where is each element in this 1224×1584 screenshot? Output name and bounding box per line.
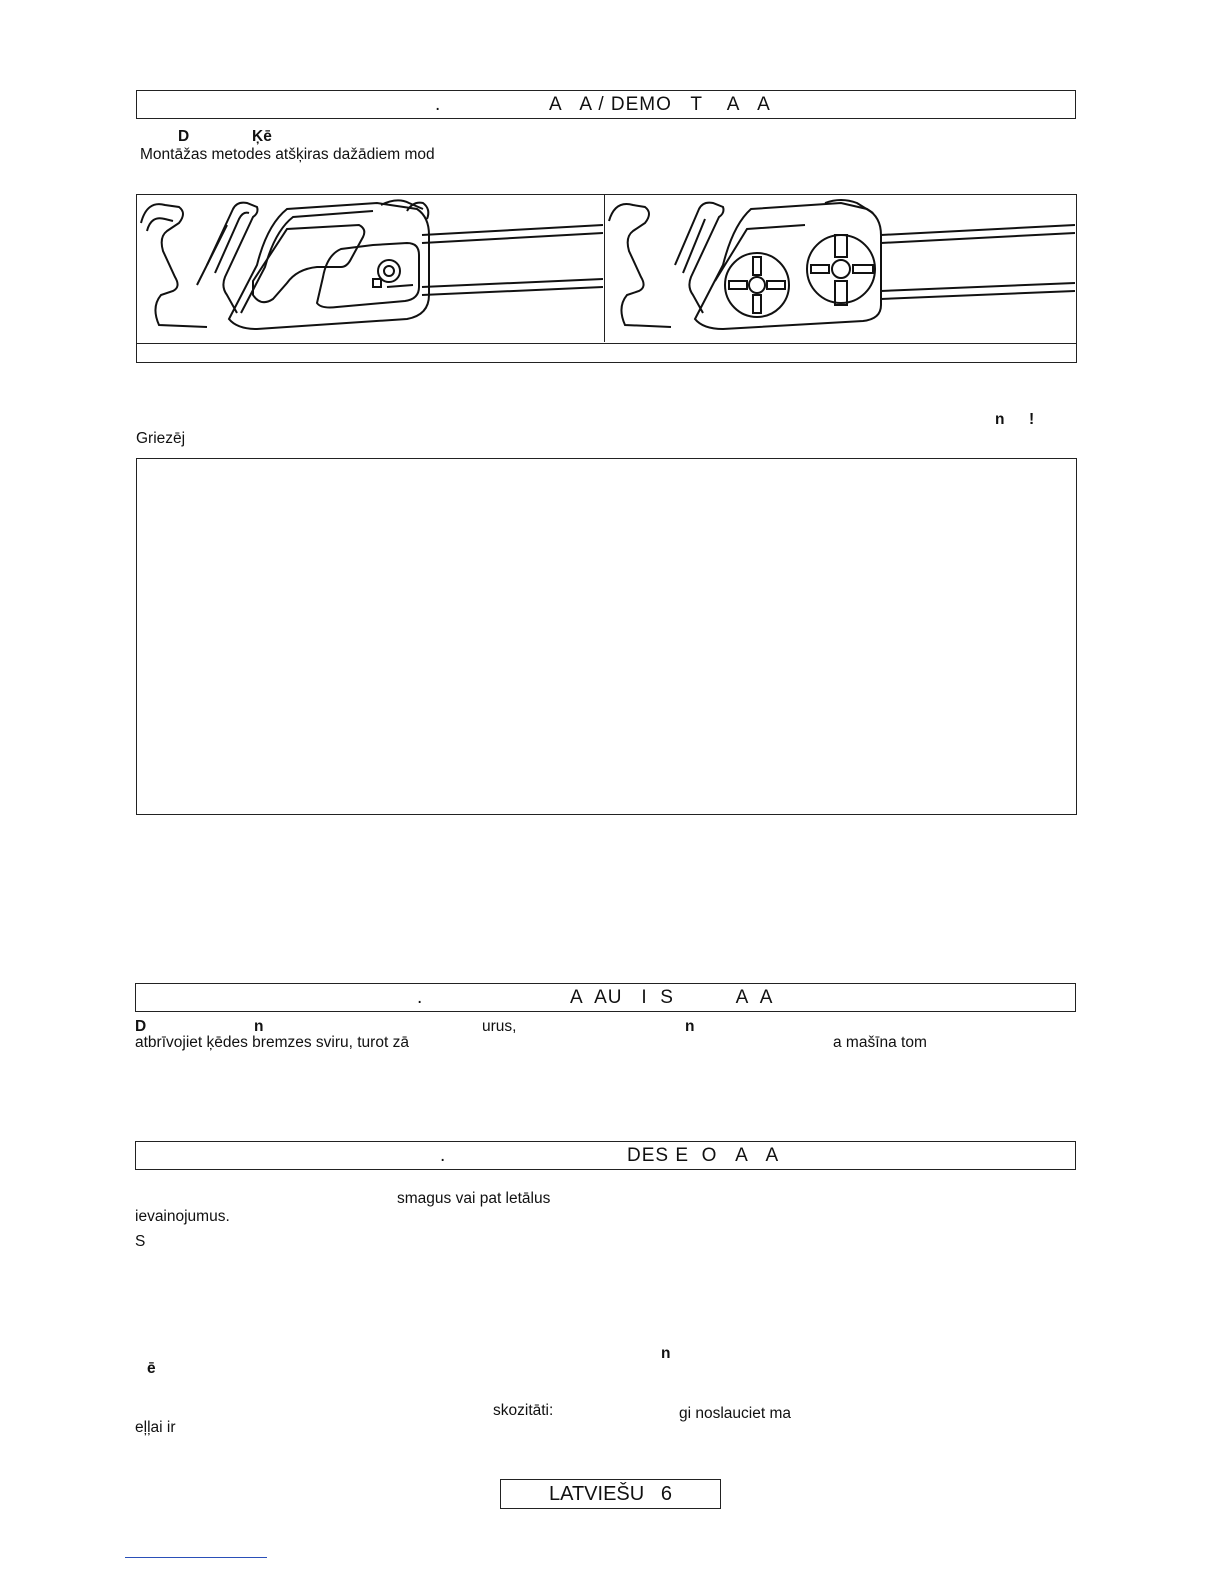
note-exclamation: ! [1029,411,1035,428]
para-ellai: eļļai ir [135,1419,176,1436]
para-skozitati: skozitāti: [493,1402,554,1419]
section-header-chain-brake [135,983,1076,1012]
section-number-dot: . [435,94,442,115]
footer-label-text: LATVIEŠU 6 [548,1483,672,1505]
table-left-border [136,344,137,362]
table-right-border [1076,344,1077,362]
para-n: n [661,1345,671,1362]
para-end: ievainojumus. [135,1208,230,1225]
table-rule-1 [136,362,1077,363]
page-footer-label [500,1479,721,1509]
line2-d: D [135,1018,147,1035]
section-header-assembly [136,90,1076,119]
para-e: ē [147,1360,156,1377]
para-s: S [135,1233,146,1250]
note-text: Griezēj [136,430,186,447]
line2-n1: n [254,1018,264,1035]
line2-second-left: atbrīvojiet ķēdes bremzes sviru, turot zā [135,1034,409,1051]
line2-n2: n [685,1018,695,1035]
section-title: DES E O A A [627,1145,780,1166]
section-title: A AU I S A A [570,987,774,1008]
content-box [136,458,1077,815]
chainsaw-open-cover-illustration [605,195,1075,341]
line2-mid: urus, [482,1018,517,1035]
footer-underline [125,1557,267,1558]
line2-second-right: a mašīna tom [833,1034,927,1051]
note-n: n [995,411,1005,428]
section-header-chain-lubrication [135,1141,1076,1170]
section-title: A A / DEMO T A A [549,94,771,115]
subheading-d: D [178,128,190,145]
para-mid: smagus vai pat letālus [397,1190,551,1207]
chainsaw-closed-cover-illustration [137,195,603,341]
subheading-ke: Ķē [252,128,272,145]
section-number-dot: . [417,987,424,1008]
intro-text: Montāžas metodes atšķiras dažādiem mod [140,146,435,163]
section-number-dot: . [440,1145,447,1166]
para-noslauciet: gi noslauciet ma [679,1405,792,1422]
